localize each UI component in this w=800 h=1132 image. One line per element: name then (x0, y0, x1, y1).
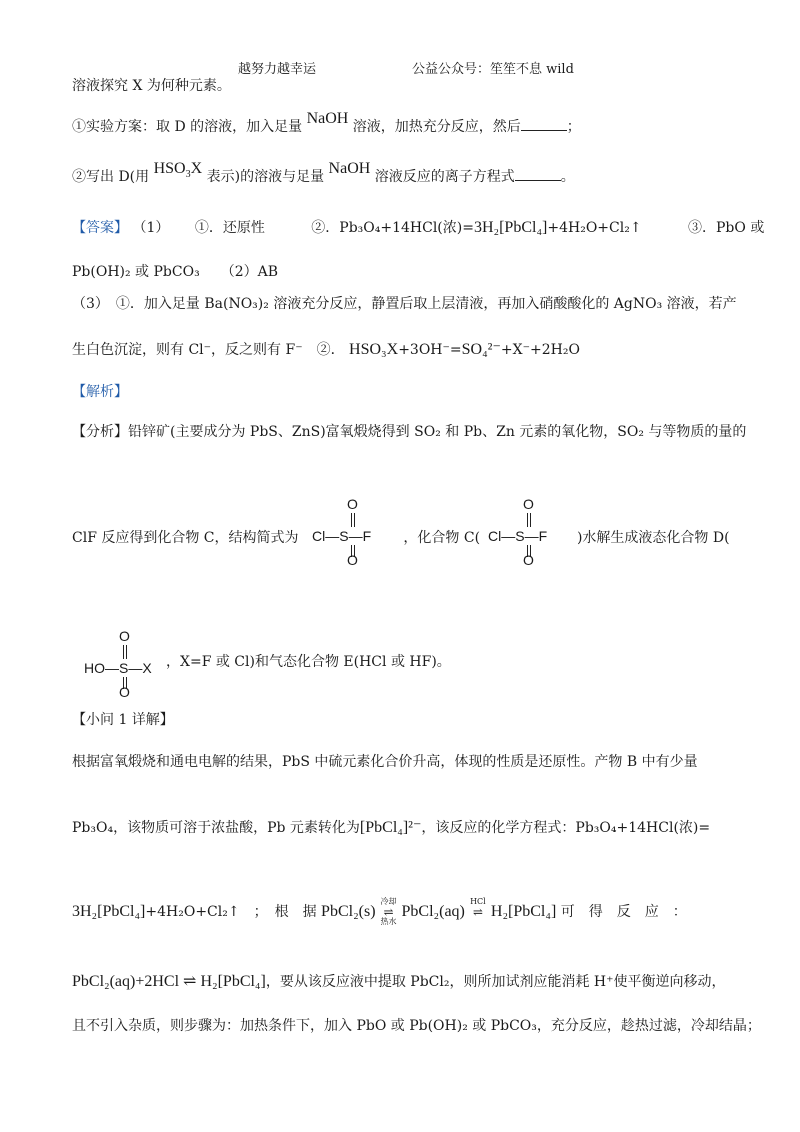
structure-hoso2x: O HO—S—X O (84, 628, 152, 700)
detail-line-3: 3H₂[PbCl₄]+4H₂O+Cl₂↑ ； 根 据 PbCl₂(s) ⇌ 冷却 热水 PbCl₂(aq) ⇌ HCl H₂[PbCl₄] 可 得 反 应 ： (72, 897, 687, 926)
analysis-line-2: ClF 反应得到化合物 C，结构简式为 ，化合物 C( )水解生成液态化合物 D( (72, 530, 730, 546)
question-1: ①实验方案：取 D 的溶液，加入足量 NaOH 溶液，加热充分反应，然后 ； (72, 110, 581, 135)
detail-line-2: Pb₃O₄，该物质可溶于浓盐酸，Pb 元素转化为[PbCl₄]²⁻，该反应的化学方程式：Pb₃O₄+14HCl(浓)= (72, 819, 711, 836)
answer-blank[interactable] (515, 166, 561, 181)
equilibrium-arrow: ⇌ HCl (470, 897, 486, 919)
detail-line-5: 且不引入杂质，则步骤为：加热条件下，加入 PbO 或 Pb(OH)₂ 或 PbCO₃，充分反应，趁热过滤，冷却结晶； (72, 1018, 761, 1034)
detail-line-1: 根据富氧煅烧和通电电解的结果，PbS 中硫元素化合价升高，体现的性质是还原性。产物 B 中有少量 (72, 754, 698, 770)
answer-line-4: 生白色沉淀，则有 Cl⁻，反之则有 F⁻ ②． HSO₃X+3OH⁻=SO₄²⁻+X⁻+2H₂O (72, 341, 580, 358)
subquestion-1-tag: 【小问 1 详解】 (72, 712, 174, 728)
analysis-line-3: ，X=F 或 Cl)和气态化合物 E(HCl 或 HF)。 (166, 654, 451, 670)
header-slogan: 越努力越幸运 (238, 62, 317, 77)
structure-clso2f-1: O Cl—S—F O (312, 496, 372, 568)
question-2: ②写出 D(用 $HSO_3X$ 表示)的溶液与足量 NaOH 溶液反应的离子方程式 。 (72, 160, 575, 185)
analysis-line-1: 【分析】铅锌矿(主要成分为 PbS、ZnS)富氧煅烧得到 SO₂ 和 Pb、Zn 元素的氧化物，SO₂ 与等物质的量的 (72, 424, 747, 440)
equilibrium-arrow: ⇌ 冷却 热水 (380, 897, 397, 926)
answer-line-1: 【答案】 （1） ①．还原性 ②．Pb₃O₄+14HCl(浓)=3H₂[PbCl₄]+4H₂O+Cl₂↑ ③．PbO 或 (72, 219, 765, 236)
answer-line-2: Pb(OH)₂ 或 PbCO₃ （2）AB (72, 264, 278, 280)
answer-blank[interactable] (521, 116, 567, 131)
analysis-tag: 【解析】 (72, 384, 128, 400)
header-account: 公益公众号：笙笙不息 wild (412, 62, 574, 77)
answer-tag: 【答案】 (72, 220, 128, 236)
detail-line-4: PbCl₂(aq)+2HCl ⇌ H₂[PbCl₄]，要从该反应液中提取 PbCl₂，则所加试剂应能消耗 H⁺使平衡逆向移动， (72, 973, 726, 990)
text-line: 溶液探究 X 为何种元素。 (72, 78, 231, 94)
structure-clso2f-2: O Cl—S—F O (488, 496, 548, 568)
answer-line-3: （3） ①．加入足量 Ba(NO₃)₂ 溶液充分反应，静置后取上层清液，再加入硝酸酸化的 AgNO₃ 溶液，若产 (72, 296, 737, 312)
